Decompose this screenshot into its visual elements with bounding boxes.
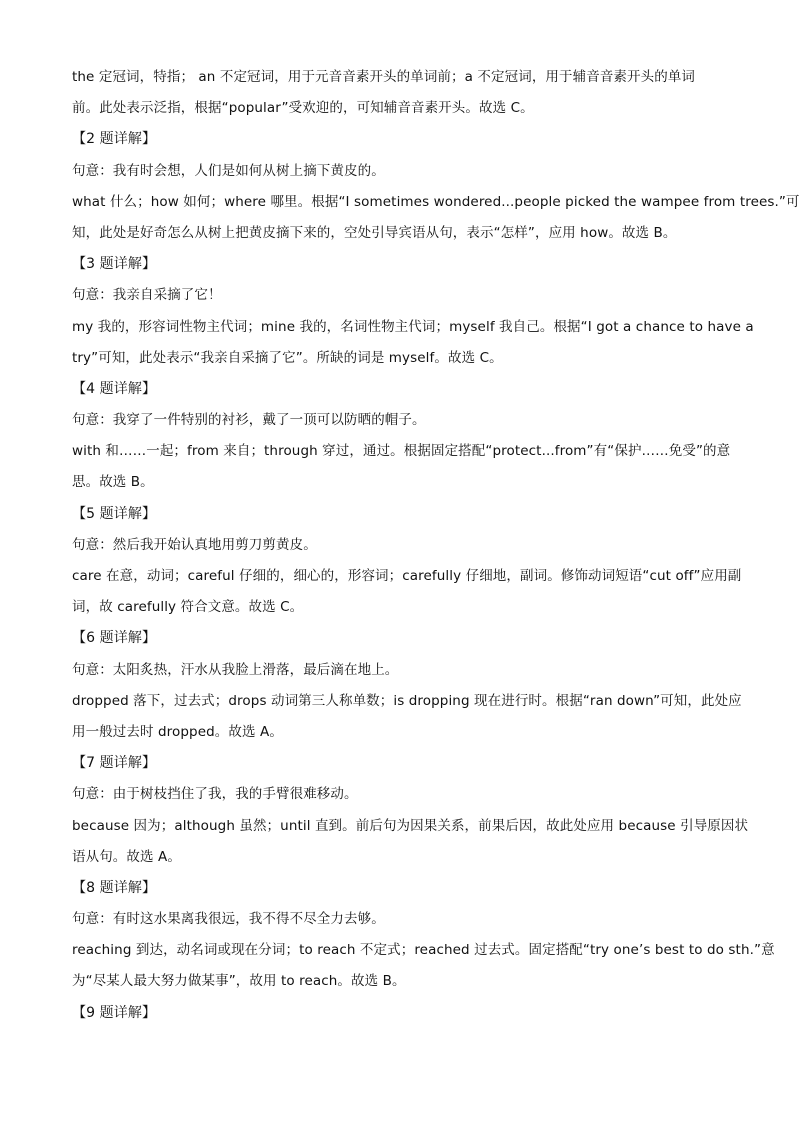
text-line: 为“尽某人最大努力做某事”，故用 to reach。故选 B。 [72,973,406,990]
text-line: 知，此处是好奇怎么从树上把黄皮摘下来的，空处引导宾语从句，表示“怎样”，应用 how。故选 B。 [72,224,677,241]
question-heading: 【9 题详解】 [72,1004,157,1021]
text-line: with 和……一起；from 来自；through 穿过，通过。根据固定搭配“protect...from”有“保护……免受”的意 [72,443,731,460]
text-line: 句意：我穿了一件特别的衬衫，戴了一顶可以防晒的帽子。 [72,412,426,429]
text-line: dropped 落下，过去式；drops 动词第三人称单数；is dropping 现在进行时。根据“ran down”可知，此处应 [72,692,742,709]
text-line: because 因为；although 虽然；until 直到。前后句为因果关系，前果后因，故此处应用 because 引导原因状 [72,817,749,834]
text-line: 句意：我有时会想，人们是如何从树上摘下黄皮的。 [72,162,385,179]
question-heading: 【7 题详解】 [72,755,157,772]
text-line: care 在意，动词；careful 仔细的，细心的，形容词；carefully 仔细地，副词。修饰动词短语“cut off”应用副 [72,568,742,584]
question-heading: 【5 题详解】 [72,505,157,522]
text-line: 句意：我亲自采摘了它！ [72,287,222,304]
question-heading: 【3 题详解】 [72,256,157,273]
question-heading: 【8 题详解】 [72,879,157,896]
question-heading: 【2 题详解】 [72,131,157,148]
document-page [72,62,800,1029]
question-heading: 【4 题详解】 [72,380,157,397]
text-line: 思。故选 B。 [72,474,154,491]
text-line: 句意：太阳炙热，汗水从我脸上滑落，最后滴在地上。 [72,661,399,678]
text-line: 词，故 carefully 符合文意。故选 C。 [72,599,304,616]
text-line: 句意：有时这水果离我很远，我不得不尽全力去够。 [72,911,385,928]
question-heading: 【6 题详解】 [72,630,157,647]
text-line: 语从句。故选 A。 [72,848,181,865]
text-line: the 定冠词，特指； an 不定冠词，用于元音音素开头的单词前；a 不定冠词，用于辅音音素开头的单词 [72,69,696,85]
text-line: try”可知，此处表示“我亲自采摘了它”。所缺的词是 myself。故选 C。 [72,349,503,366]
text-line: reaching 到达，动名词或现在分词；to reach 不定式；reached 过去式。固定搭配“try one’s best to do sth.”意 [72,942,775,959]
text-line: 前。此处表示泛指，根据“popular”受欢迎的，可知辅音音素开头。故选 C。 [72,100,534,117]
text-line: what 什么；how 如何；where 哪里。根据“I sometimes wondered...people picked the wampee from trees.”可 [72,193,800,210]
text-line: 用一般过去时 dropped。故选 A。 [72,723,283,740]
text-line: 句意：然后我开始认真地用剪刀剪黄皮。 [72,536,317,553]
text-line: my 我的，形容词性物主代词；mine 我的，名词性物主代词；myself 我自己。根据“I got a chance to have a [72,318,754,335]
text-line: 句意：由于树枝挡住了我，我的手臂很难移动。 [72,786,358,803]
